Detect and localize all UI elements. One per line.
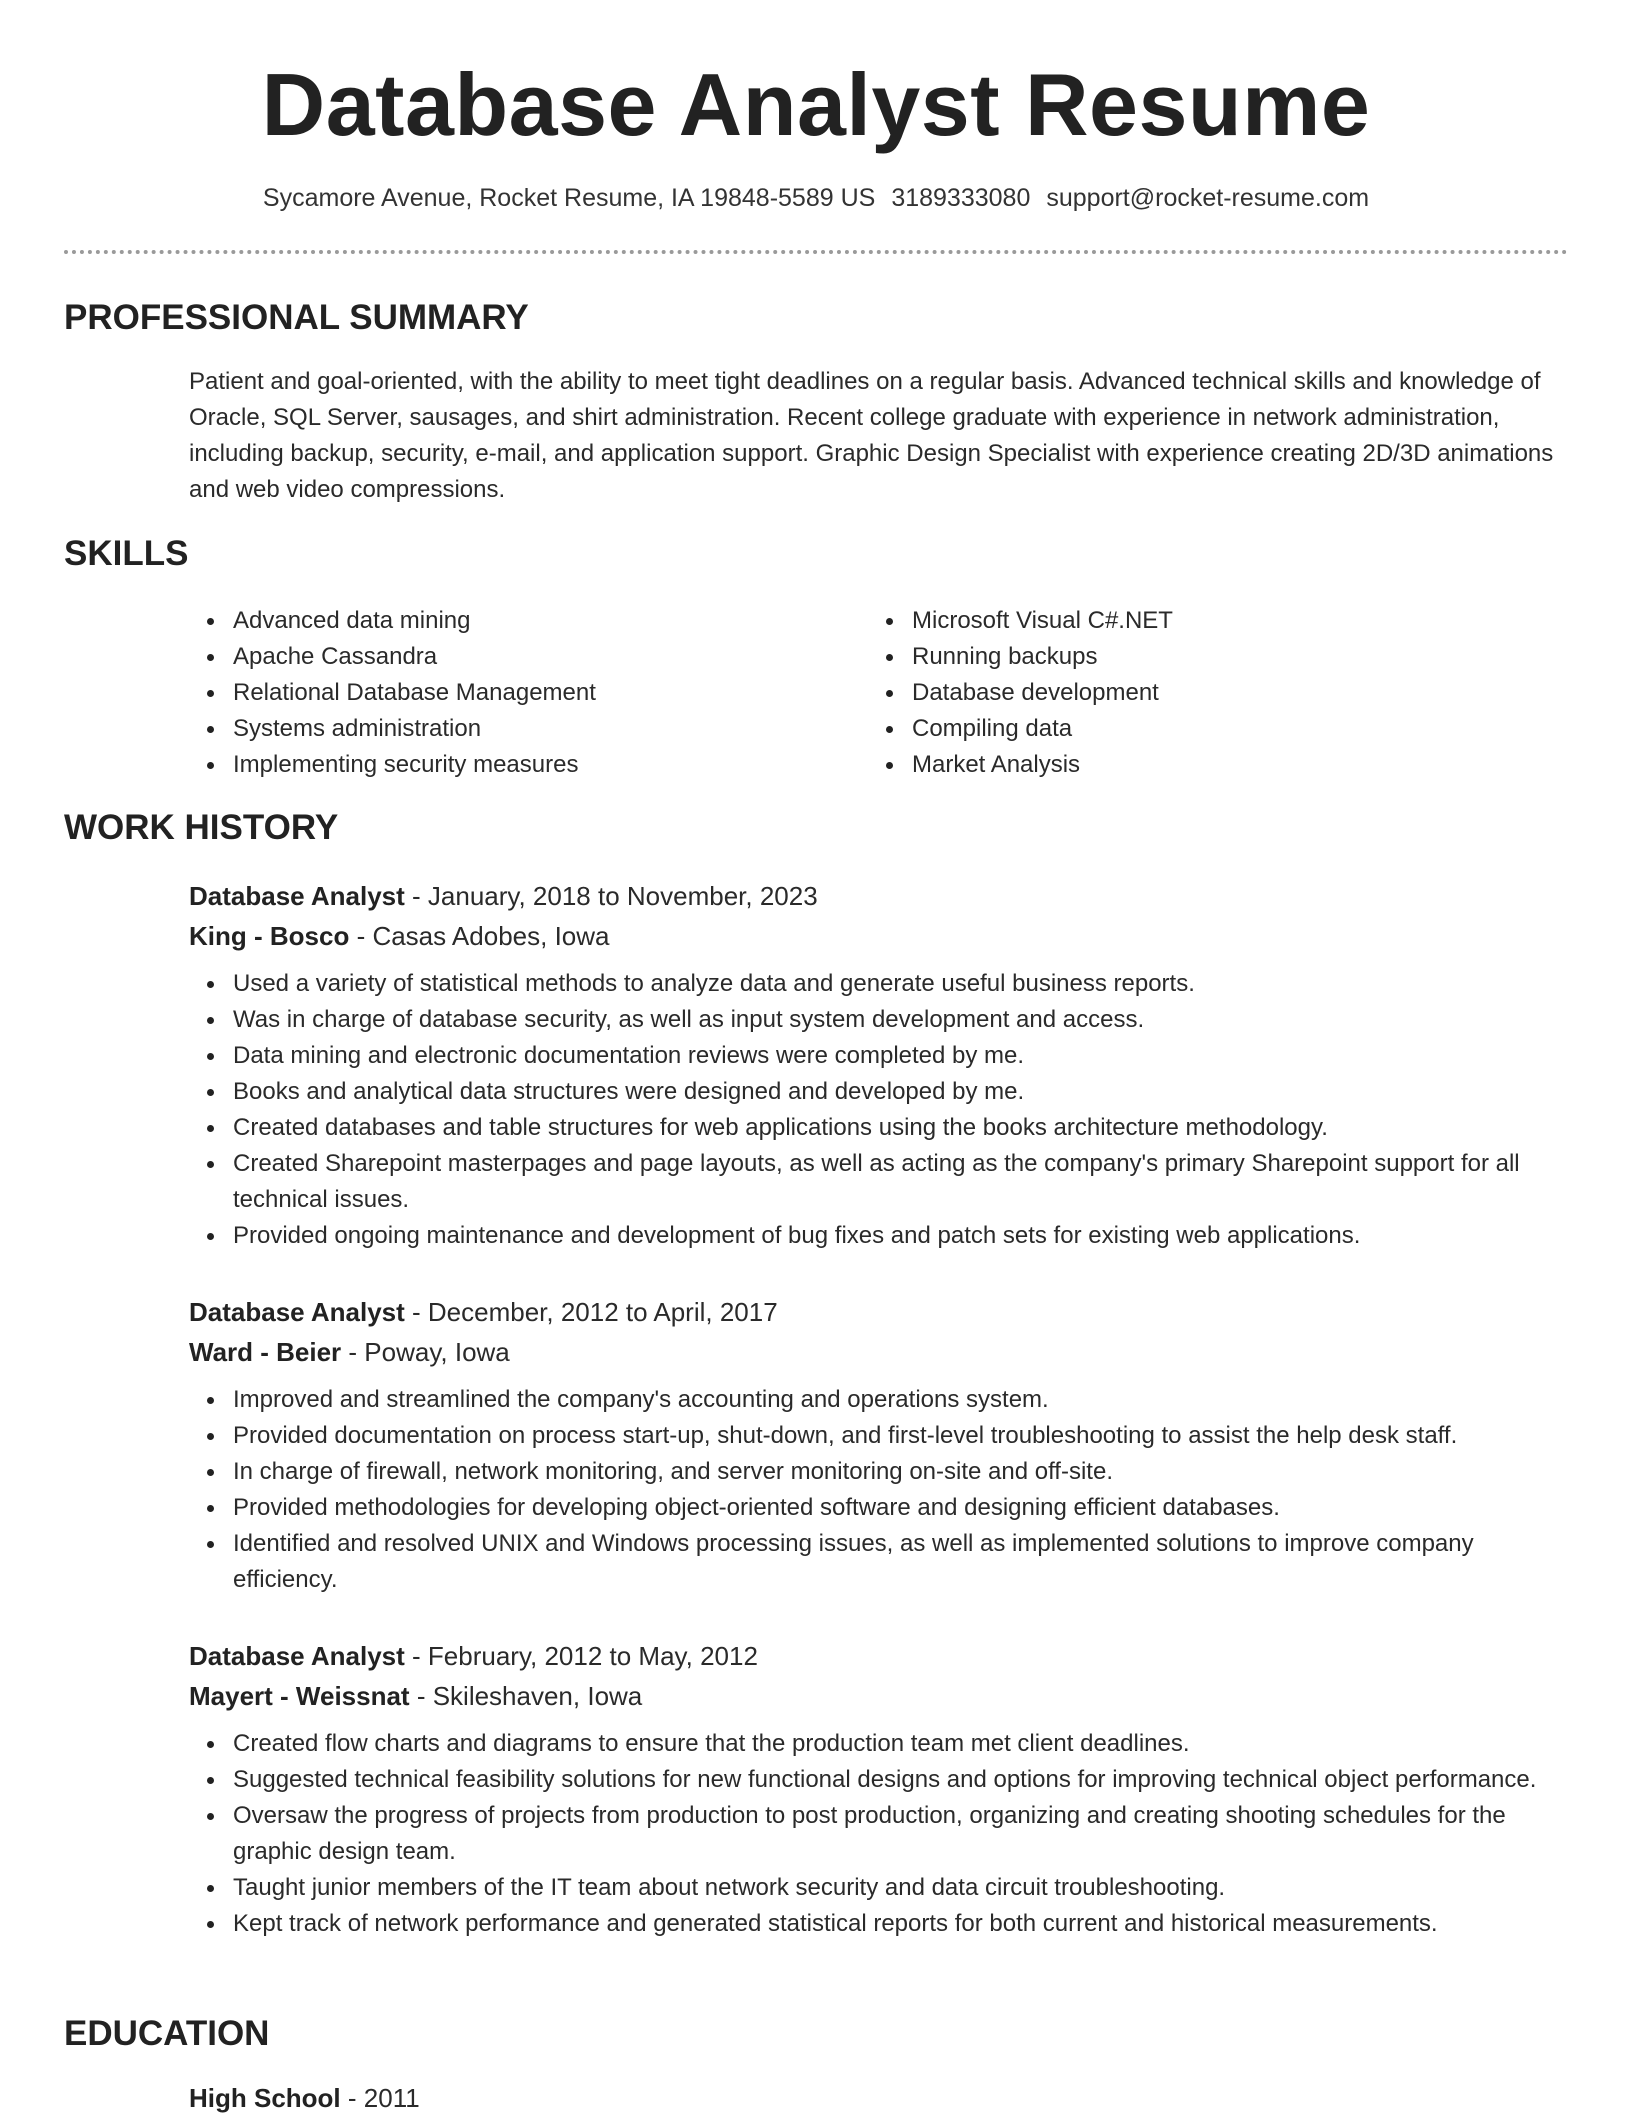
job-bullet: Provided ongoing maintenance and development of bug fixes and patch sets for existing web applications.	[189, 1218, 1568, 1254]
job-bullet: Created databases and table structures for web applications using the books architecture methodology.	[189, 1110, 1568, 1146]
job-location: - Poway, Iowa	[341, 1337, 510, 1367]
skill-item: Running backups	[868, 639, 1508, 675]
skill-item: Market Analysis	[868, 747, 1508, 783]
skill-item: Database development	[868, 675, 1508, 711]
job-bullet: Identified and resolved UNIX and Windows processing issues, as well as implemented solutions to improve company efficiency.	[189, 1526, 1568, 1598]
skill-item: Relational Database Management	[189, 675, 829, 711]
job-entry	[189, 1636, 1568, 1942]
job-bullets	[189, 1726, 1568, 1942]
job-dates: - December, 2012 to April, 2017	[404, 1297, 778, 1327]
skill-item: Microsoft Visual C#.NET	[868, 603, 1508, 639]
skills-list-right	[868, 603, 1508, 783]
summary-text: Patient and goal-oriented, with the ability to meet tight deadlines on a regular basis. Advanced technical skills and knowledge of Oracle, SQL Server, sausages, and shirt administration. Recent college graduate with experience in network administration, including backup, security, e-mail, and application support. Graphic Design Specialist with experience creating 2D/3D animations and web video compressions.	[189, 368, 1554, 503]
work-heading: WORK HISTORY	[64, 808, 339, 847]
contact-address: Sycamore Avenue, Rocket Resume, IA 19848-5589 US	[262, 184, 876, 212]
header-divider	[64, 250, 1568, 254]
job-location: - Skileshaven, Iowa	[409, 1681, 643, 1711]
job-bullet: Created flow charts and diagrams to ensure that the production team met client deadlines.	[189, 1726, 1568, 1762]
job-bullet: Data mining and electronic documentation reviews were completed by me.	[189, 1038, 1568, 1074]
job-location: - Casas Adobes, Iowa	[349, 921, 610, 951]
job-title-line	[189, 876, 1568, 916]
job-company-line	[189, 1676, 1568, 1716]
summary-heading: PROFESSIONAL SUMMARY	[64, 298, 529, 337]
job-bullet: Taught junior members of the IT team about network security and data circuit troubleshooting.	[189, 1870, 1568, 1906]
job-bullet: Oversaw the progress of projects from production to post production, organizing and creating shooting schedules for the graphic design team.	[189, 1798, 1568, 1870]
skill-item: Systems administration	[189, 711, 829, 747]
job-bullet: In charge of firewall, network monitoring, and server monitoring on-site and off-site.	[189, 1454, 1568, 1490]
skill-item: Compiling data	[868, 711, 1508, 747]
contact-phone: 3189333080	[891, 184, 1031, 212]
job-bullet: Was in charge of database security, as well as input system development and access.	[189, 1002, 1568, 1038]
job-dates: - January, 2018 to November, 2023	[404, 881, 818, 911]
education-heading: EDUCATION	[64, 2014, 270, 2053]
education-degree: High School	[189, 2083, 341, 2113]
job-bullet: Suggested technical feasibility solutions for new functional designs and options for improving technical object performance.	[189, 1762, 1568, 1798]
job-bullets	[189, 966, 1568, 1254]
job-title-line	[189, 1292, 1568, 1332]
job-title: Database Analyst	[189, 1641, 405, 1671]
job-company-line	[189, 1332, 1568, 1372]
contact-info	[0, 178, 1632, 218]
job-entry	[189, 1292, 1568, 1598]
skills-list-left	[189, 603, 829, 783]
job-company: Ward - Beier	[189, 1337, 342, 1367]
education-year: - 2011	[340, 2083, 420, 2113]
job-bullet: Improved and streamlined the company's accounting and operations system.	[189, 1382, 1568, 1418]
job-entry	[189, 876, 1568, 1254]
skill-item: Implementing security measures	[189, 747, 829, 783]
job-company: Mayert - Weissnat	[189, 1681, 410, 1711]
job-dates: - February, 2012 to May, 2012	[404, 1641, 758, 1671]
resume-title: Database Analyst Resume	[261, 55, 1371, 154]
skill-item: Apache Cassandra	[189, 639, 829, 675]
contact-email[interactable]: support@rocket-resume.com	[1046, 184, 1370, 212]
skills-heading: SKILLS	[64, 534, 189, 573]
skill-item: Advanced data mining	[189, 603, 829, 639]
job-bullet: Used a variety of statistical methods to analyze data and generate useful business reports.	[189, 966, 1568, 1002]
job-title: Database Analyst	[189, 1297, 405, 1327]
job-bullet: Provided documentation on process start-up, shut-down, and first-level troubleshooting to assist the help desk staff.	[189, 1418, 1568, 1454]
job-title: Database Analyst	[189, 881, 405, 911]
job-bullet: Provided methodologies for developing object-oriented software and designing efficient databases.	[189, 1490, 1568, 1526]
job-bullet: Books and analytical data structures were designed and developed by me.	[189, 1074, 1568, 1110]
job-bullets	[189, 1382, 1568, 1598]
education-entry	[189, 2078, 420, 2118]
job-title-line	[189, 1636, 1568, 1676]
job-bullet: Kept track of network performance and generated statistical reports for both current and historical measurements.	[189, 1906, 1568, 1942]
job-bullet: Created Sharepoint masterpages and page layouts, as well as acting as the company's primary Sharepoint support for all technical issues.	[189, 1146, 1568, 1218]
job-company: King - Bosco	[189, 921, 350, 951]
job-company-line	[189, 916, 1568, 956]
